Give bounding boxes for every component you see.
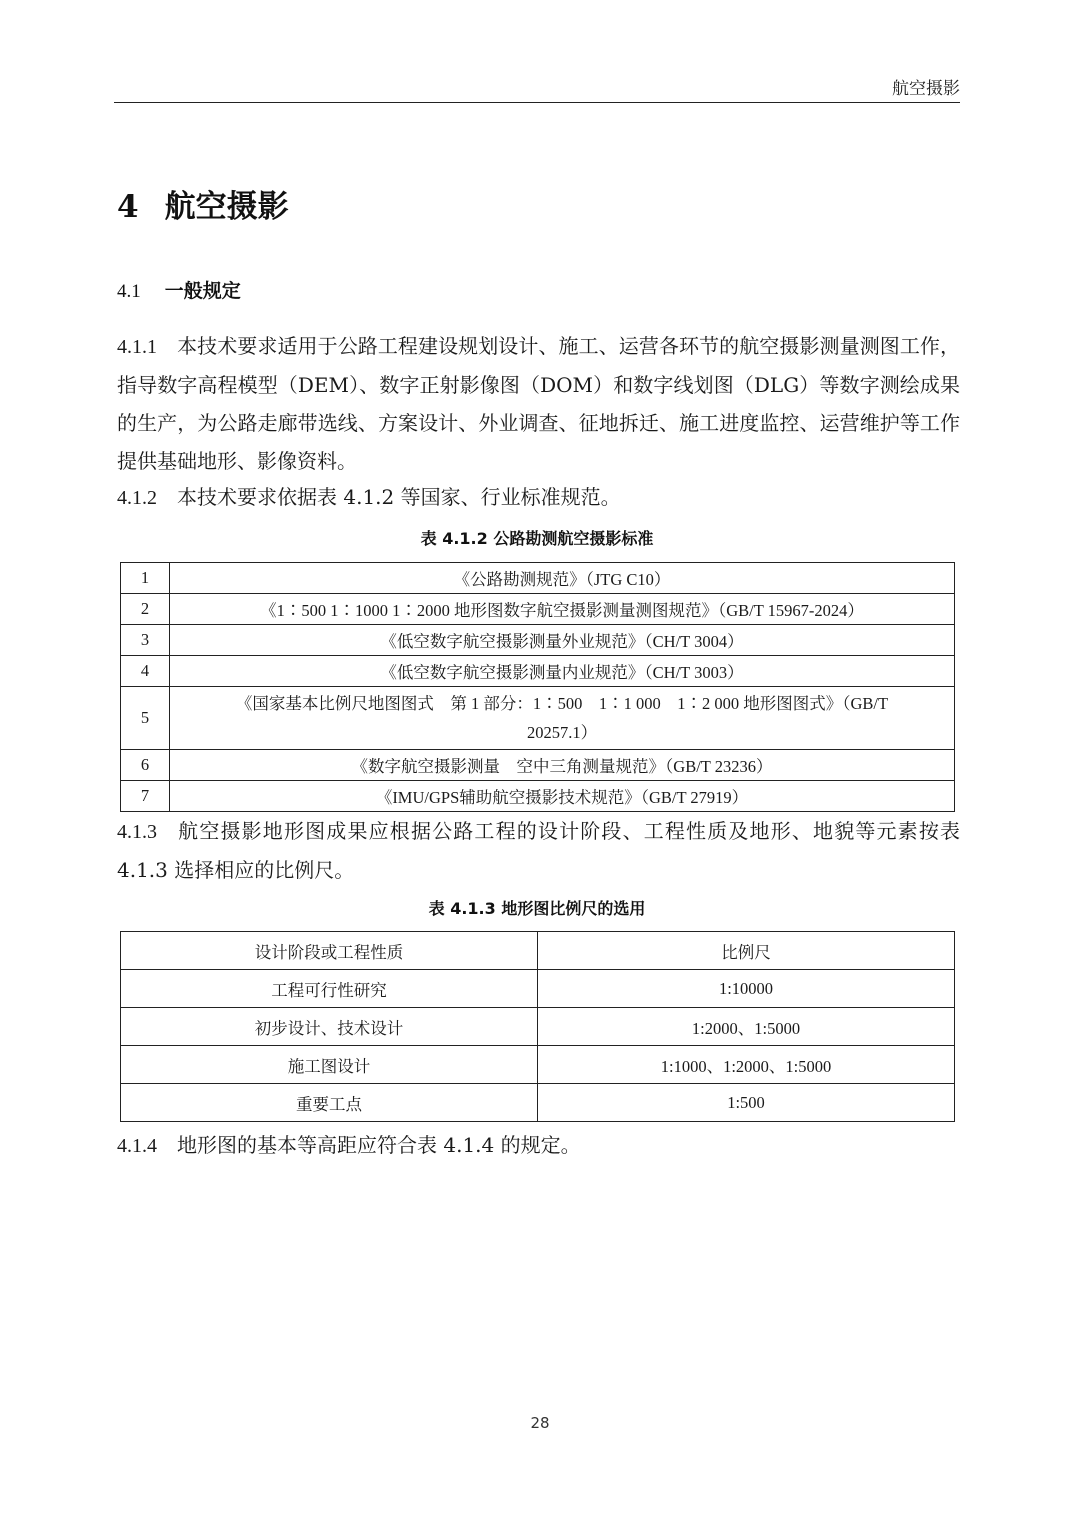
row-index: 7 (121, 781, 170, 812)
clause-number: 4.1.2 (117, 487, 157, 509)
table-row (121, 656, 955, 687)
section-title-text: 一般规定 (164, 280, 241, 302)
section-number: 4.1 (117, 281, 141, 302)
clause-text: 航空摄影地形图成果应根据公路工程的设计阶段、工程性质及地形、地貌等元素按表 4.1.3 选择相应的比例尺。 (117, 819, 960, 882)
table-row (121, 750, 955, 781)
standard-name: 《国家基本比例尺地图图式 第 1 部分：1∶500 1∶1 000 1∶2 000 地形图图式》（GB/T 20257.1） (170, 687, 955, 750)
page-number: 28 (530, 1414, 550, 1432)
chapter-title-text: 航空摄影 (164, 189, 289, 225)
running-header: 航空摄影 (892, 79, 960, 99)
scale-cell: 1:10000 (538, 970, 955, 1008)
table-row (121, 594, 955, 625)
standards-table (120, 562, 955, 812)
table-header-row (121, 932, 955, 970)
scale-cell: 1:500 (538, 1084, 955, 1122)
paragraph-4-1-1 (117, 327, 960, 480)
clause-number: 4.1.4 (117, 1135, 157, 1157)
table-row (121, 1046, 955, 1084)
stage-cell: 初步设计、技术设计 (121, 1008, 538, 1046)
chapter-number: 4 (117, 189, 139, 225)
clause-number: 4.1.3 (117, 821, 157, 843)
stage-cell: 重要工点 (121, 1084, 538, 1122)
row-index: 2 (121, 594, 170, 625)
table-row (121, 1008, 955, 1046)
standard-name: 《低空数字航空摄影测量内业规范》（CH/T 3003） (170, 656, 955, 687)
paragraph-4-1-3 (117, 812, 960, 889)
table-caption-4-1-2: 表 4.1.2 公路勘测航空摄影标准 (420, 529, 654, 548)
table-row (121, 687, 955, 750)
scale-cell: 1:1000、1:2000、1:5000 (538, 1046, 955, 1084)
row-index: 3 (121, 625, 170, 656)
column-header-stage: 设计阶段或工程性质 (121, 932, 538, 970)
stage-cell: 工程可行性研究 (121, 970, 538, 1008)
clause-number: 4.1.1 (117, 336, 157, 358)
standard-name: 《数字航空摄影测量 空中三角测量规范》（GB/T 23236） (170, 750, 955, 781)
scale-selection-table (120, 931, 955, 1122)
table-row (121, 781, 955, 812)
paragraph-4-1-2 (117, 478, 960, 517)
row-index: 5 (121, 687, 170, 750)
chapter-title (117, 186, 289, 228)
section-title (117, 278, 241, 305)
standard-name: 《低空数字航空摄影测量外业规范》（CH/T 3004） (170, 625, 955, 656)
standard-name: 《1∶500 1∶1000 1∶2000 地形图数字航空摄影测量测图规范》（GB/T 15967-2024） (170, 594, 955, 625)
header-rule (114, 102, 960, 103)
stage-cell: 施工图设计 (121, 1046, 538, 1084)
row-index: 1 (121, 563, 170, 594)
clause-text: 地形图的基本等高距应符合表 4.1.4 的规定。 (177, 1133, 581, 1157)
clause-text: 本技术要求适用于公路工程建设规划设计、施工、运营各环节的航空摄影测量测图工作，指导数字高程模型（DEM）、数字正射影像图（DOM）和数字线划图（DLG）等数字测绘成果的生产，为公路走廊带选线、方案设计、外业调查、征地拆迁、施工进度监控、运营维护等工作提供基础地形、影像资料。 (117, 334, 960, 473)
paragraph-4-1-4 (117, 1126, 960, 1165)
clause-text: 本技术要求依据表 4.1.2 等国家、行业标准规范。 (177, 485, 621, 509)
scale-cell: 1:2000、1:5000 (538, 1008, 955, 1046)
column-header-scale: 比例尺 (538, 932, 955, 970)
row-index: 4 (121, 656, 170, 687)
table-row (121, 563, 955, 594)
standard-name: 《IMU/GPS辅助航空摄影技术规范》（GB/T 27919） (170, 781, 955, 812)
table-row (121, 1084, 955, 1122)
table-caption-4-1-3: 表 4.1.3 地形图比例尺的选用 (428, 899, 646, 918)
standard-name: 《公路勘测规范》（JTG C10） (170, 563, 955, 594)
table-row (121, 970, 955, 1008)
table-row (121, 625, 955, 656)
row-index: 6 (121, 750, 170, 781)
